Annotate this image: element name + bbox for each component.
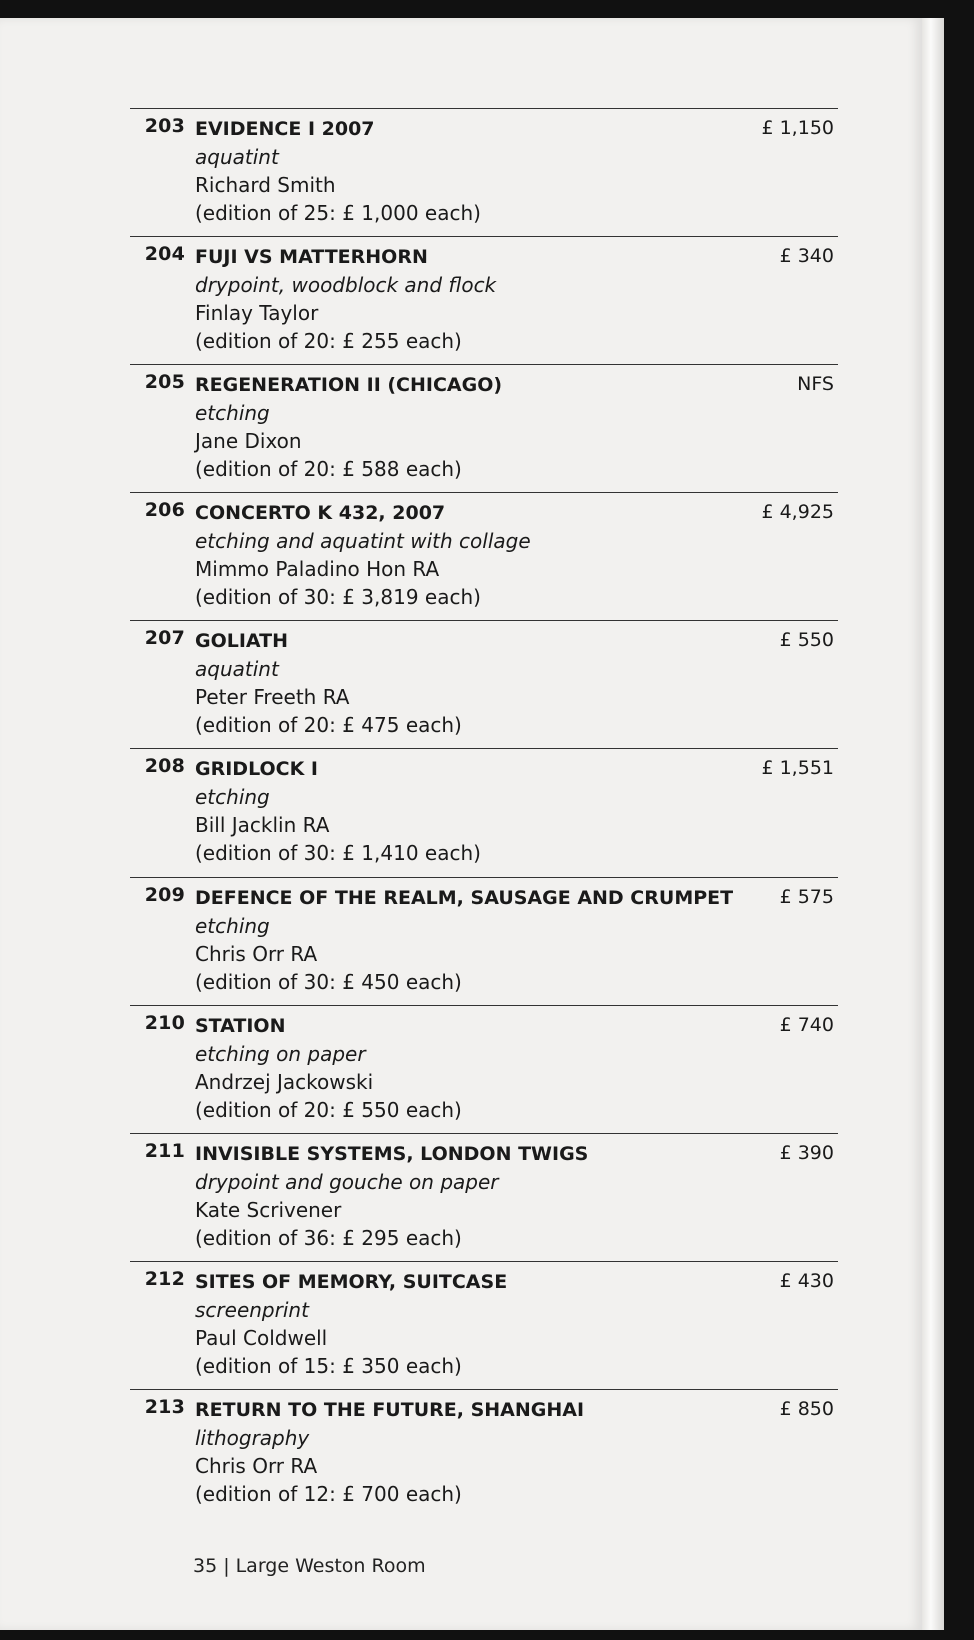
catalogue-entry-207 <box>130 620 838 748</box>
entry-details <box>195 755 715 867</box>
entry-number: 211 <box>144 1139 185 1162</box>
catalogue-entry-209 <box>130 877 838 1005</box>
entry-edition: (edition of 30: £ 3,819 each) <box>195 585 481 610</box>
catalogue-entry-203 <box>130 108 838 236</box>
entry-edition: (edition of 36: £ 295 each) <box>195 1225 462 1250</box>
catalogue-entry-212 <box>130 1261 838 1389</box>
entry-artist: Finlay Taylor <box>195 301 319 326</box>
entry-number: 206 <box>144 499 185 522</box>
entry-artist: Richard Smith <box>195 173 336 197</box>
entry-artist: Peter Freeth RA <box>195 685 350 710</box>
entry-medium: drypoint, woodblock and flock <box>195 273 497 298</box>
catalogue-entry-210 <box>130 1005 838 1133</box>
entry-price: £ 850 <box>779 1397 834 1420</box>
entry-title: GOLIATH <box>195 630 289 653</box>
entry-details <box>195 499 715 611</box>
entry-number: 212 <box>144 1267 185 1290</box>
entry-details <box>195 243 715 355</box>
entry-artist: Chris Orr RA <box>195 1453 318 1478</box>
entry-price: £ 390 <box>779 1141 834 1164</box>
entry-title: FUJI VS MATTERHORN <box>195 246 428 269</box>
entry-details <box>195 1012 715 1124</box>
entry-medium: drypoint and gouche on paper <box>195 1169 499 1194</box>
entry-details <box>195 627 715 739</box>
entry-details <box>195 884 734 996</box>
entry-title: STATION <box>195 1014 286 1037</box>
entry-number: 203 <box>144 115 185 137</box>
entry-number: 207 <box>144 627 185 650</box>
entry-medium: lithography <box>195 1425 310 1450</box>
entry-artist: Andrzej Jackowski <box>195 1069 374 1094</box>
entry-edition: (edition of 20: £ 475 each) <box>195 713 462 738</box>
entry-artist: Kate Scrivener <box>195 1197 342 1222</box>
entry-price: £ 575 <box>779 885 834 908</box>
entry-number: 213 <box>144 1395 185 1418</box>
entry-edition: (edition of 12: £ 700 each) <box>195 1481 462 1506</box>
entry-price: £ 740 <box>779 1013 834 1036</box>
entry-price: £ 4,925 <box>761 501 834 524</box>
entry-title: DEFENCE OF THE REALM, SAUSAGE AND CRUMPET <box>195 886 734 909</box>
catalogue-list <box>130 108 838 1517</box>
entry-title: SITES OF MEMORY, SUITCASE <box>195 1270 508 1293</box>
entry-title: RETURN TO THE FUTURE, SHANGHAI <box>195 1398 585 1421</box>
entry-price: £ 430 <box>779 1269 834 1292</box>
catalogue-entry-211 <box>130 1133 838 1261</box>
entry-title: REGENERATION II (CHICAGO) <box>195 374 503 397</box>
entry-title: CONCERTO K 432, 2007 <box>195 502 446 525</box>
page-footer <box>193 1555 426 1577</box>
entry-medium: aquatint <box>195 145 279 169</box>
entry-price: £ 1,150 <box>761 117 834 139</box>
entry-details <box>195 1140 715 1252</box>
entry-medium: etching <box>195 913 270 938</box>
entry-details <box>195 1396 715 1508</box>
entry-details <box>195 1268 715 1380</box>
entry-title: INVISIBLE SYSTEMS, LONDON TWIGS <box>195 1142 589 1165</box>
entry-price: £ 550 <box>779 629 834 652</box>
entry-edition: (edition of 20: £ 550 each) <box>195 1097 462 1122</box>
room-name: Large Weston Room <box>235 1555 426 1577</box>
entry-artist: Chris Orr RA <box>195 941 318 966</box>
entry-medium: aquatint <box>195 657 279 682</box>
entry-artist: Jane Dixon <box>195 429 302 454</box>
entry-price: £ 340 <box>779 245 834 268</box>
entry-artist: Mimmo Paladino Hon RA <box>195 557 440 582</box>
entry-edition: (edition of 15: £ 350 each) <box>195 1353 462 1378</box>
entry-medium: etching on paper <box>195 1041 366 1066</box>
entry-edition: (edition of 30: £ 1,410 each) <box>195 841 481 866</box>
entry-number: 210 <box>144 1011 185 1034</box>
catalogue-entry-205 <box>130 364 838 492</box>
entry-edition: (edition of 20: £ 255 each) <box>195 329 462 354</box>
entry-price: £ 1,551 <box>761 757 834 780</box>
catalogue-entry-213 <box>130 1389 838 1517</box>
entry-price: NFS <box>797 373 834 396</box>
entry-number: 208 <box>144 755 185 778</box>
entry-title: EVIDENCE I 2007 <box>195 118 375 140</box>
entry-medium: etching and aquatint with collage <box>195 529 531 554</box>
page-number: 35 <box>193 1555 218 1577</box>
entry-details <box>195 115 715 227</box>
entry-details <box>195 371 715 483</box>
entry-number: 209 <box>144 883 185 906</box>
footer-separator: | <box>223 1555 230 1577</box>
catalogue-entry-204 <box>130 236 838 364</box>
entry-edition: (edition of 30: £ 450 each) <box>195 969 462 994</box>
page-edge <box>922 18 944 1630</box>
entry-medium: screenprint <box>195 1297 309 1322</box>
catalogue-entry-208 <box>130 748 838 876</box>
entry-title: GRIDLOCK I <box>195 758 318 781</box>
entry-number: 205 <box>144 371 185 394</box>
entry-medium: etching <box>195 785 270 810</box>
entry-number: 204 <box>144 243 185 266</box>
entry-artist: Bill Jacklin RA <box>195 813 330 838</box>
entry-edition: (edition of 25: £ 1,000 each) <box>195 201 481 225</box>
entry-medium: etching <box>195 401 270 426</box>
catalogue-entry-206 <box>130 492 838 620</box>
entry-edition: (edition of 20: £ 588 each) <box>195 457 462 482</box>
entry-artist: Paul Coldwell <box>195 1325 328 1350</box>
